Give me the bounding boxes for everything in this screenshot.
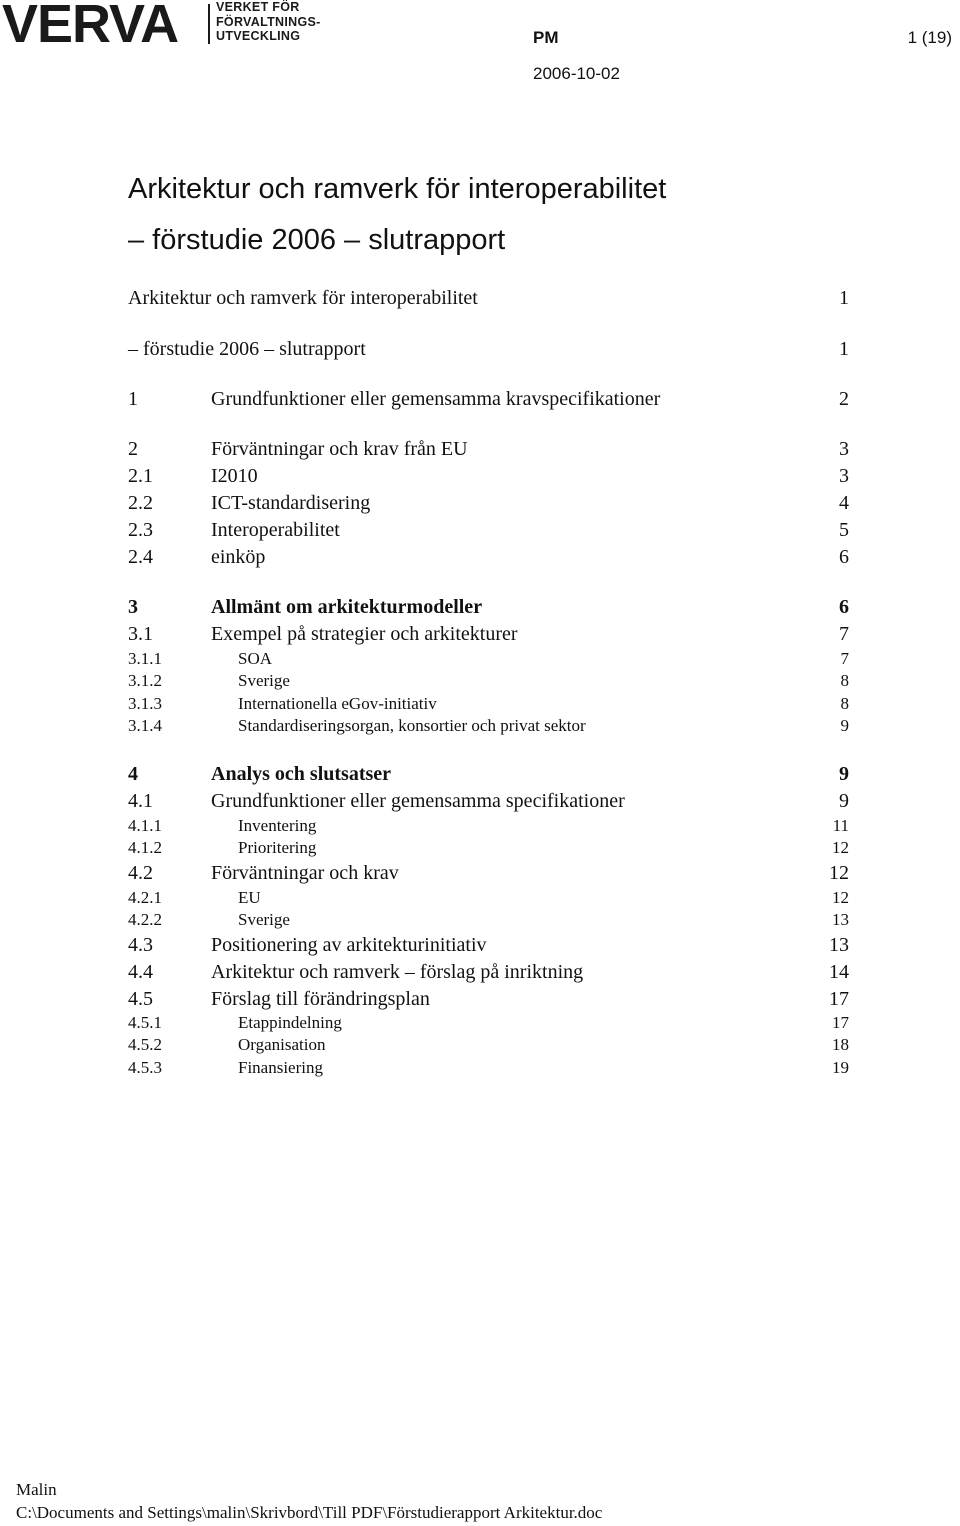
toc-entry-page: 2 bbox=[839, 388, 849, 410]
logo-subtitle-line: UTVECKLING bbox=[216, 29, 301, 43]
toc-entry-page: 8 bbox=[840, 671, 849, 690]
toc-entry-page: 12 bbox=[832, 888, 849, 907]
toc-entry-page: 7 bbox=[839, 623, 849, 645]
toc-entry-page: 8 bbox=[840, 694, 849, 713]
toc-entry-title: Grundfunktioner eller gemensamma kravspecifikationer bbox=[211, 388, 661, 410]
toc-entry-number: 4.3 bbox=[128, 934, 153, 956]
toc-entry-number: 4.5.3 bbox=[128, 1058, 162, 1077]
toc-entry-page: 19 bbox=[832, 1058, 849, 1077]
document-type: PM bbox=[533, 28, 559, 47]
toc-entry-number: 4.5.1 bbox=[128, 1013, 162, 1032]
toc-entry-page: 1 bbox=[839, 287, 849, 309]
toc-entry-title: ICT-standardisering bbox=[211, 492, 371, 514]
toc-entry-number: 3.1.1 bbox=[128, 649, 162, 668]
toc-entry-number: 4.1 bbox=[128, 790, 153, 812]
toc-entry-title: Positionering av arkitekturinitiativ bbox=[211, 934, 487, 956]
toc-entry-page: 9 bbox=[839, 763, 849, 785]
toc-entry-number: 3.1.4 bbox=[128, 716, 162, 735]
toc-entry-title: Analys och slutsatser bbox=[211, 763, 392, 785]
toc-entry-page: 12 bbox=[832, 838, 849, 857]
toc-entry-page: 9 bbox=[840, 716, 849, 735]
logo-wordmark: VERVA bbox=[2, 0, 179, 54]
toc-entry-page: 6 bbox=[839, 596, 849, 618]
toc-entry-title: Exempel på strategier och arkitekturer bbox=[211, 623, 518, 645]
toc-entry-page: 4 bbox=[839, 492, 849, 514]
toc-entry-title: Finansiering bbox=[238, 1058, 323, 1077]
toc-entry-title: Organisation bbox=[238, 1035, 326, 1054]
toc-entry-page: 3 bbox=[839, 465, 849, 487]
logo-subtitle-line: FÖRVALTNINGS- bbox=[216, 14, 321, 29]
toc-entry-number: 2.2 bbox=[128, 492, 153, 514]
page-number: 1 (19) bbox=[907, 28, 952, 47]
logo-divider bbox=[208, 4, 210, 44]
toc-entry-number: 4.2.2 bbox=[128, 910, 162, 929]
toc-entry-page: 13 bbox=[832, 910, 849, 929]
toc-entry-page: 14 bbox=[829, 961, 849, 983]
toc-entry-title: I2010 bbox=[211, 465, 258, 487]
toc-entry-page: 5 bbox=[839, 519, 849, 541]
toc-entry-number: 2.1 bbox=[128, 465, 153, 487]
toc-entry-title: Standardiseringsorgan, konsortier och privat sektor bbox=[238, 716, 586, 735]
toc-entry-number: 3.1.2 bbox=[128, 671, 162, 690]
toc-entry-number: 4.1.1 bbox=[128, 816, 162, 835]
verva-logo bbox=[0, 0, 340, 54]
toc-entry-page: 13 bbox=[829, 934, 849, 956]
toc-entry-title: Arkitektur och ramverk – förslag på inriktning bbox=[211, 961, 584, 983]
document-title-line-2: – förstudie 2006 – slutrapport bbox=[128, 224, 506, 256]
toc-entry-title: EU bbox=[238, 888, 261, 907]
document-title-line-1: Arkitektur och ramverk för interoperabilitet bbox=[128, 173, 667, 205]
toc-entry-number: 2 bbox=[128, 438, 138, 460]
toc-entry-number: 4.2 bbox=[128, 862, 153, 884]
toc-entry-number: 1 bbox=[128, 388, 138, 410]
toc-entry-number: 3.1 bbox=[128, 623, 153, 645]
toc-entry-title: – förstudie 2006 – slutrapport bbox=[128, 338, 366, 360]
toc-entry-number: 3 bbox=[128, 596, 138, 618]
toc-entry-title: Allmänt om arkitekturmodeller bbox=[211, 596, 483, 618]
toc-entry-number: 4.5 bbox=[128, 988, 153, 1010]
toc-entry-number: 2.4 bbox=[128, 546, 153, 568]
toc-entry-page: 6 bbox=[839, 546, 849, 568]
toc-entry-title: Sverige bbox=[238, 671, 290, 690]
toc-entry-title: einköp bbox=[211, 546, 266, 568]
logo-subtitle-line: VERKET FÖR bbox=[216, 0, 300, 14]
toc-entry-title: Förväntningar och krav från EU bbox=[211, 438, 468, 460]
toc-entry-title: Inventering bbox=[238, 816, 317, 835]
footer-file-path: C:\Documents and Settings\malin\Skrivbord\Till PDF\Förstudierapport Arkitektur.doc bbox=[16, 1503, 603, 1522]
toc-entry-title: Interoperabilitet bbox=[211, 519, 340, 541]
toc-entry-title: Prioritering bbox=[238, 838, 317, 857]
toc-entry-number: 4.5.2 bbox=[128, 1035, 162, 1054]
toc-entry-page: 9 bbox=[839, 790, 849, 812]
toc-entry-number: 4.1.2 bbox=[128, 838, 162, 857]
toc-entry-title: Förslag till förändringsplan bbox=[211, 988, 430, 1010]
toc-entry-title: Förväntningar och krav bbox=[211, 862, 399, 884]
toc-entry-page: 17 bbox=[829, 988, 849, 1010]
toc-entry-title: Etappindelning bbox=[238, 1013, 342, 1032]
toc-entry-number: 2.3 bbox=[128, 519, 153, 541]
toc-entry-number: 3.1.3 bbox=[128, 694, 162, 713]
toc-entry-number: 4.2.1 bbox=[128, 888, 162, 907]
footer-author: Malin bbox=[16, 1480, 57, 1499]
toc-entry-title: Arkitektur och ramverk för interoperabilitet bbox=[128, 287, 478, 309]
toc-entry-page: 12 bbox=[829, 862, 849, 884]
document-date: 2006-10-02 bbox=[533, 64, 620, 83]
toc-entry-page: 11 bbox=[832, 816, 849, 835]
logo-subtitle bbox=[216, 0, 321, 44]
toc-entry-title: Sverige bbox=[238, 910, 290, 929]
toc-entry-number: 4 bbox=[128, 763, 138, 785]
toc-entry-title: SOA bbox=[238, 649, 273, 668]
toc-entry-title: Grundfunktioner eller gemensamma specifikationer bbox=[211, 790, 625, 812]
toc-entry-number: 4.4 bbox=[128, 961, 153, 983]
toc-entry-page: 1 bbox=[839, 338, 849, 360]
toc-entry-page: 7 bbox=[840, 649, 849, 668]
toc-entry-title: Internationella eGov-initiativ bbox=[238, 694, 437, 713]
toc-entry-page: 3 bbox=[839, 438, 849, 460]
toc-entry-page: 18 bbox=[832, 1035, 849, 1054]
toc-entry-page: 17 bbox=[832, 1013, 849, 1032]
